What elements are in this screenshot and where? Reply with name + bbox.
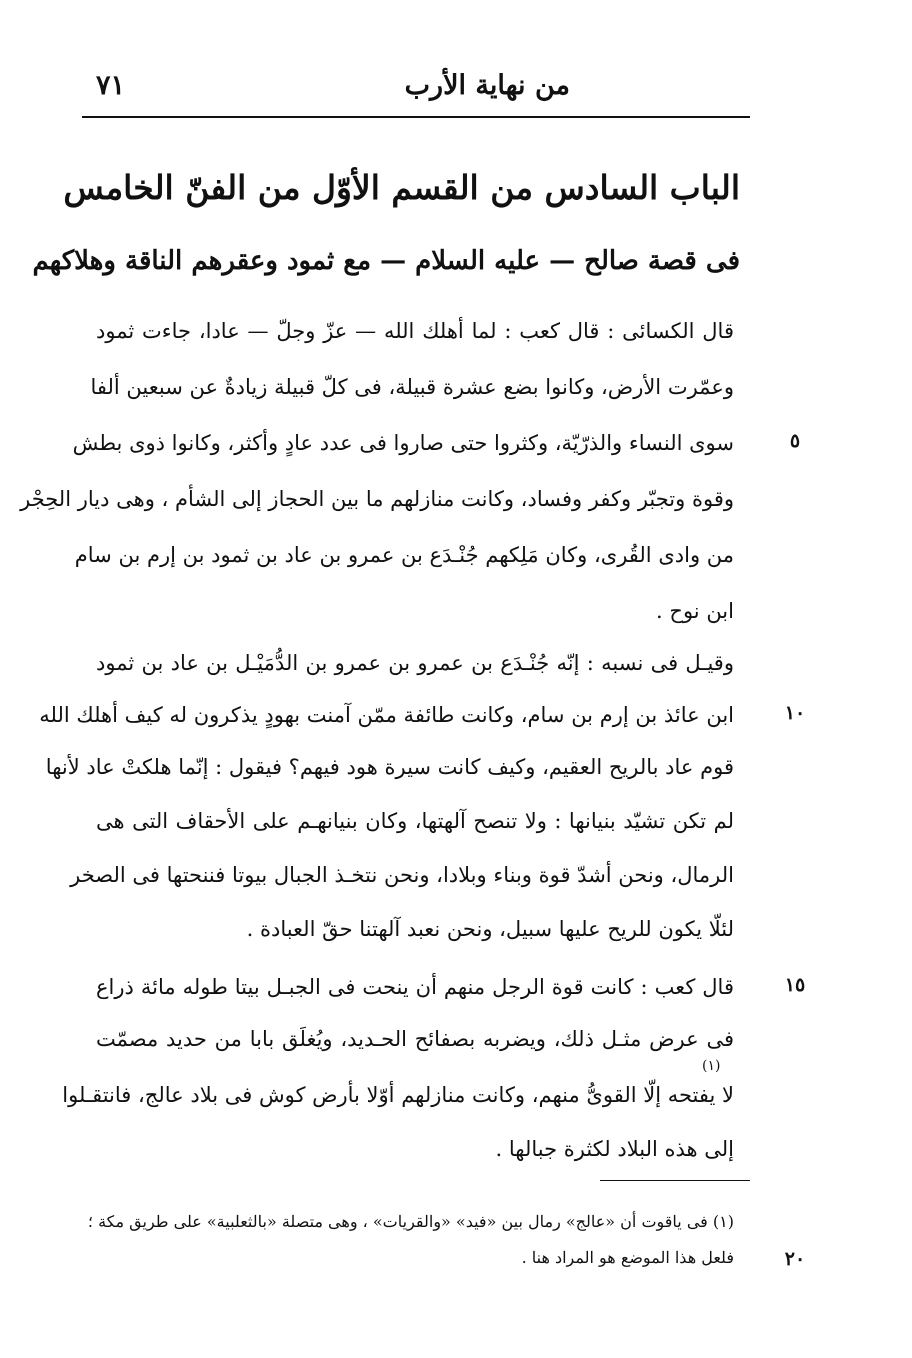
- footnote-rule: [600, 1180, 750, 1181]
- line-number: ٥: [789, 430, 801, 452]
- footnote-line: فلعل هذا الموضع هو المراد هنا .: [521, 1248, 734, 1267]
- body-line: ابن نوح .: [656, 599, 734, 623]
- chapter-title: الباب السادس من القسم الأوّل من الفنّ الخامس: [63, 168, 740, 207]
- body-line: وقوة وتجبّر وكفر وفساد، وكانت منازلهم ما بين الحجاز إلى الشأم ، وهى ديار الحِجْر: [20, 487, 734, 511]
- body-line: فى عرض مثـل ذلك، ويضربه بصفائح الحـديد، ويُغلَق بابا من حديد مصمّت: [96, 1027, 734, 1051]
- body-line: قال الكسائى : قال كعب : لما أهلك الله — عزّ وجلّ — عادا، جاءت ثمود: [96, 319, 734, 343]
- footnote-marker: (١): [702, 1058, 721, 1074]
- page-header: [82, 66, 750, 110]
- body-line: من وادى القُرى، وكان مَلِكهم جُنْـدَع بن عمرو بن عاد بن ثمود بن إرم بن سام: [74, 543, 734, 567]
- body-line: الرمال، ونحن أشدّ قوة وبناء وبلادا، ونحن نتخـذ الجبال بيوتا فننحتها فى الصخر: [70, 863, 734, 887]
- body-line: لا يفتحه إلّا القوىُّ منهم، وكانت منازلهم أوّلا بأرض كوش فى بلاد عالج، فانتقـلوا: [62, 1083, 734, 1107]
- line-number: ١٠: [784, 702, 806, 724]
- footnote-line: (١) فى ياقوت أن «عالج» رمال بين «فيد» «والقريات» ، وهى متصلة «بالثعلبية» على طريق مكة ؛: [87, 1212, 734, 1231]
- line-number: ٢٠: [784, 1248, 806, 1270]
- running-title: من نهاية الأرب: [404, 70, 570, 101]
- chapter-subtitle: فى قصة صالح — عليه السلام — مع ثمود وعقرهم الناقة وهلاكهم: [32, 246, 740, 276]
- body-line: لم تكن تشيّد بنيانها : ولا تنصح آلهتها، وكان بنيانهـم على الأحقاف التى هى: [96, 809, 734, 833]
- body-line: ابن عائذ بن إرم بن سام، وكانت طائفة ممّن آمنت بهودٍ يذكرون له كيف أهلك الله: [39, 703, 734, 727]
- body-line: وقيـل فى نسبه : إنّه جُنْـدَع بن عمرو بن عمرو بن الدُّمَيْـل بن عاد بن ثمود: [96, 651, 734, 675]
- body-line: إلى هذه البلاد لكثرة جبالها .: [495, 1137, 734, 1161]
- body-line: سوى النساء والذرّيّة، وكثروا حتى صاروا فى عدد عادٍ وأكثر، وكانوا ذوى بطش: [72, 431, 734, 455]
- line-number: ١٥: [784, 974, 806, 996]
- header-rule: [82, 116, 750, 118]
- body-line: لئلّا يكون للريح عليها سبيل، ونحن نعبد آلهتنا حقّ العبادة .: [246, 917, 734, 941]
- page-number: ٧١: [96, 70, 126, 101]
- body-line: قال كعب : كانت قوة الرجل منهم أن ينحت فى الجبـل بيتا طوله مائة ذراع: [96, 975, 734, 999]
- body-line: قوم عاد بالريح العقيم، وكيف كانت سيرة هود فيهم؟ فيقول : إنّما هلكتْ عاد لأنها: [45, 755, 734, 779]
- body-line: وعمّرت الأرض، وكانوا بضع عشرة قبيلة، فى كلّ قبيلة زيادةٌ عن سبعين ألفا: [90, 375, 734, 399]
